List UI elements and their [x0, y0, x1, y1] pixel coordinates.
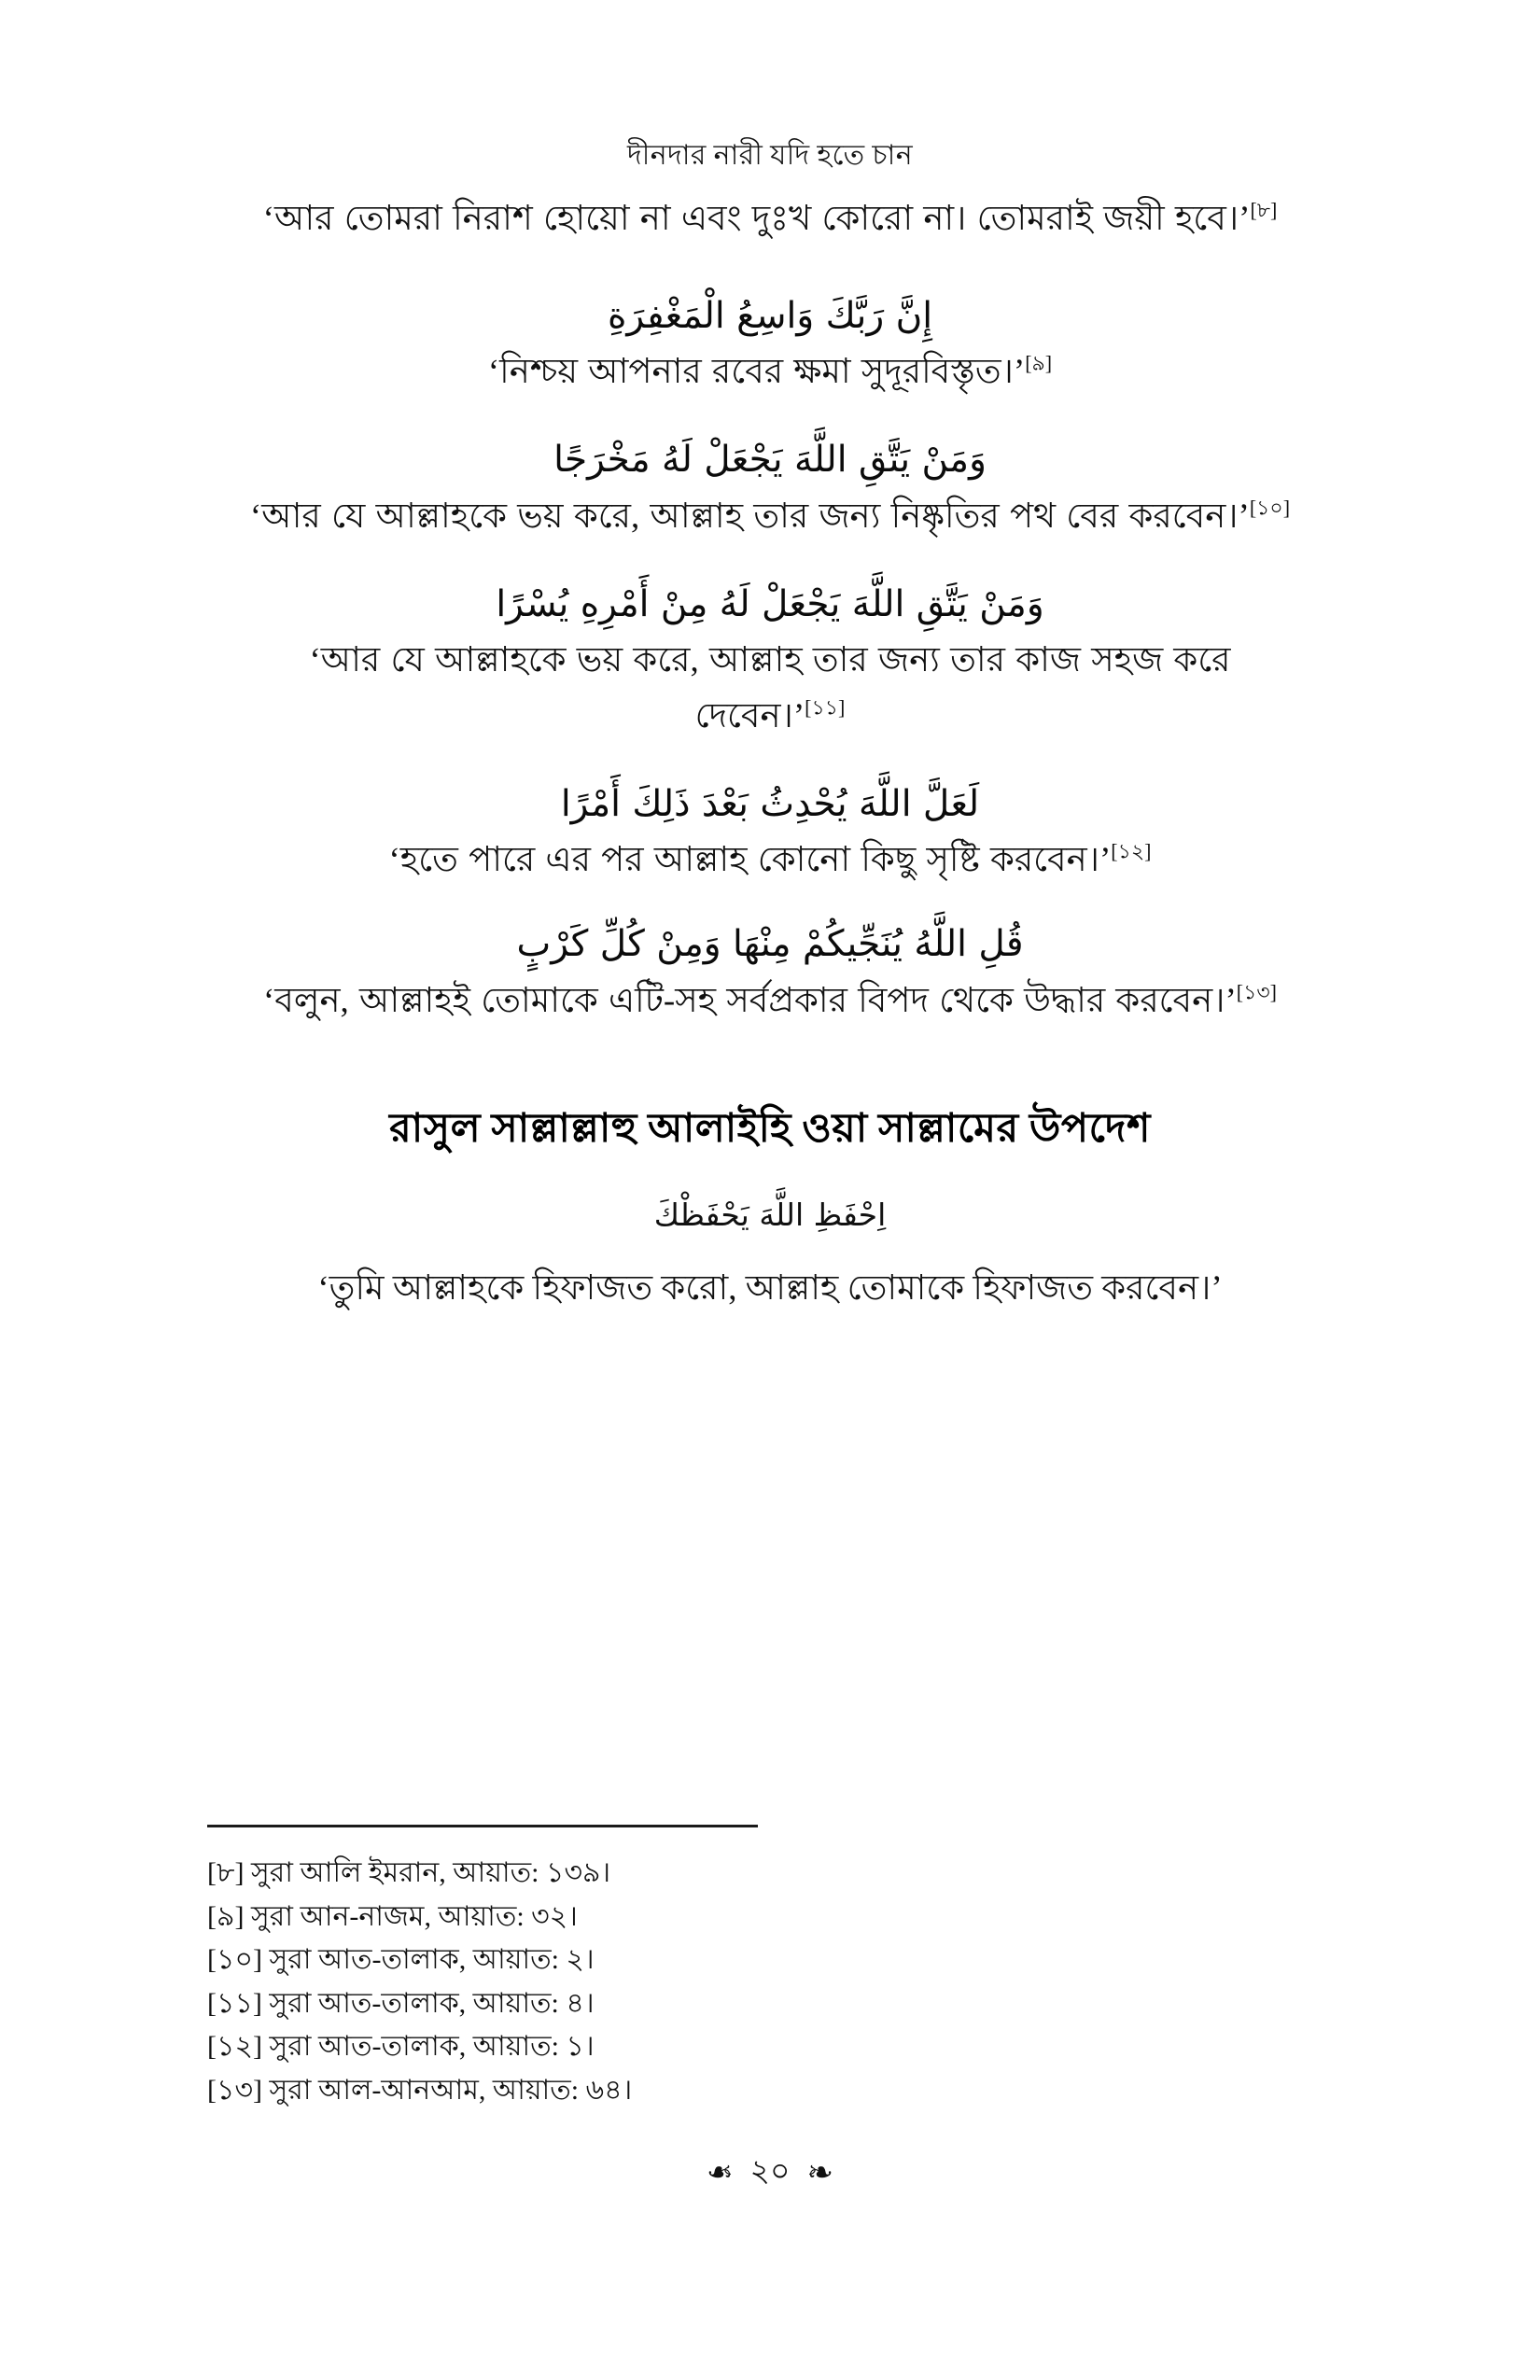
quote-bengali-13-text: ‘বলুন, আল্লাহই তোমাকে এটি-সহ সর্বপ্রকার বিপদ থেকে উদ্ধার করবেন।’ [262, 981, 1237, 1020]
running-header: দীনদার নারী যদি হতে চান [626, 140, 914, 171]
spacer [238, 545, 1302, 577]
section-heading: রাসুল সাল্লাল্লাহু আলাইহি ওয়া সাল্লামের উপদেশ [389, 1106, 1151, 1151]
hadith-arabic: اِحْفَظِ اللَّهَ يَحْفَظْكَ [653, 1196, 887, 1233]
quote-bengali-11-text: ‘আর যে আল্লাহকে ভয় করে, আল্লাহ তার জন্য তার কাজ সহজ করে দেবেন।’ [309, 641, 1231, 736]
ornament-right-icon: ❧ [806, 2156, 833, 2191]
footnote-separator [207, 1825, 758, 1827]
quote-bengali-10 [238, 489, 1302, 545]
quote-bengali-10-text: ‘আর যে আল্লাহকে ভয় করে, আল্লাহ তার জন্য নিষ্কৃতির পথ বের করবেন।’ [249, 497, 1250, 536]
spacer [238, 247, 1302, 288]
arabic-verse-11: وَمَنْ يَتَّقِ اللَّهَ يَجْعَلْ لَهُ مِنْ أَمْرِهِ يُسْرًا [496, 582, 1044, 625]
footnote-item: [৮] সুরা আলি ইমরান, আয়াত: ১৩৯। [207, 1857, 611, 1888]
arabic-verse-13: قُلِ اللَّهُ يُنَجِّيكُمْ مِنْهَا وَمِنْ كُلِّ كَرْبٍ [516, 923, 1024, 966]
page-content [238, 191, 1302, 1316]
footnote-item: [১২] সুরা আত-তালাক, আয়াত: ১। [207, 2031, 595, 2062]
page-number: ২০ [749, 2155, 791, 2189]
footnote-item: [১০] সুরা আত-তালাক, আয়াত: ২। [207, 1944, 595, 1975]
quote-bengali-12 [238, 833, 1302, 889]
quote-bengali-8 [238, 191, 1302, 247]
footnote-ref-13[interactable]: [১৩] [1236, 980, 1278, 1004]
footnote-item: [১৩] সুরা আল-আনআম, আয়াত: ৬৪। [207, 2074, 633, 2106]
arabic-verse-12: لَعَلَّ اللَّهَ يُحْدِثُ بَعْدَ ذَلِكَ أَمْرًا [560, 783, 980, 825]
footnote-ref-10[interactable]: [১০] [1249, 496, 1291, 520]
footnote-item: [৯] সুরা আন-নাজম, আয়াত: ৩২। [207, 1900, 578, 1932]
footnote-ref-8[interactable]: [৮] [1250, 198, 1278, 222]
spacer [238, 400, 1302, 432]
footnote-ref-12[interactable]: [১২] [1111, 840, 1152, 864]
footnote-ref-11[interactable]: [১১] [805, 695, 846, 720]
quote-bengali-11 [238, 633, 1302, 745]
folio [707, 2147, 833, 2199]
page-footer [0, 2147, 1540, 2199]
quote-bengali-13 [238, 973, 1302, 1029]
footnote-list [207, 1852, 1337, 2112]
ornament-left-icon: ❧ [707, 2156, 734, 2191]
footnote-item: [১১] সুরা আত-তালাক, আয়াত: ৪। [207, 1987, 595, 2019]
arabic-verse-10: وَمَنْ يَتَّقِ اللَّهَ يَجْعَلْ لَهُ مَخْرَجًا [553, 439, 987, 482]
spacer [238, 889, 1302, 917]
quote-bengali-9 [238, 344, 1302, 400]
hadith-bengali: ‘তুমি আল্লাহকে হিফাজত করো, আল্লাহ তোমাকে হিফাজত করবেন।’ [317, 1268, 1223, 1308]
quote-bengali-12-text: ‘হতে পারে এর পর আল্লাহ কোনো কিছু সৃষ্টি করবেন।’ [388, 841, 1112, 880]
footnote-area [207, 1825, 1337, 2112]
footnote-ref-9[interactable]: [৯] [1025, 352, 1053, 376]
spacer [238, 745, 1302, 777]
arabic-verse-9: إِنَّ رَبَّكَ وَاسِعُ الْمَغْفِرَةِ [607, 294, 933, 337]
quote-bengali-8-text: ‘আর তোমরা নিরাশ হোয়ো না এবং দুঃখ কোরো না। তোমরাই জয়ী হবে।’ [262, 200, 1251, 238]
quote-bengali-9-text: ‘নিশ্চয় আপনার রবের ক্ষমা সুদূরবিস্তৃত।’ [487, 353, 1026, 392]
